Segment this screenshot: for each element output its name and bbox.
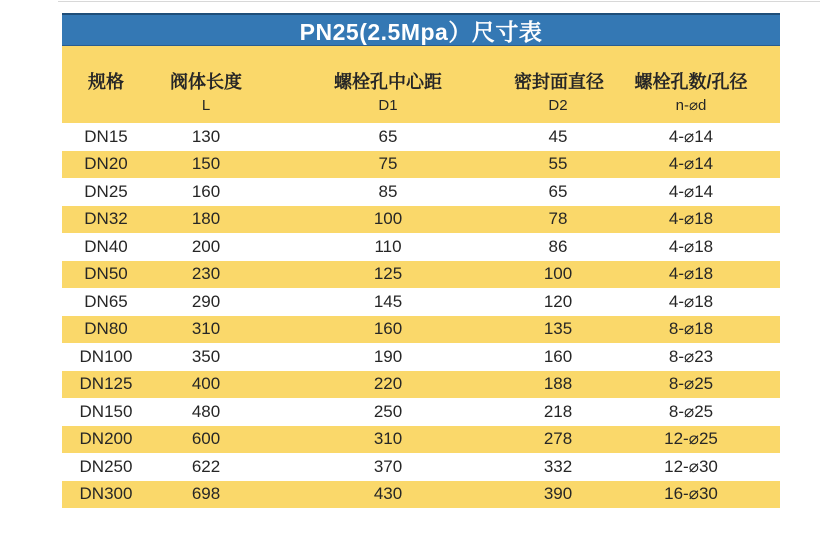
table-title: PN25(2.5Mpa）尺寸表 [299, 18, 543, 45]
column-header-label: 规格 [88, 72, 124, 92]
value-cell: 55 [548, 154, 568, 174]
value-cell: 400 [191, 374, 221, 394]
column-header-symbol: D1 [378, 97, 398, 114]
value-cell: 218 [543, 401, 573, 421]
spec-cell: DN125 [79, 374, 133, 394]
value-cell: 278 [543, 429, 573, 449]
value-cell: 16-⌀30 [664, 484, 718, 504]
value-cell: 4-⌀18 [668, 291, 714, 311]
value-cell: 78 [548, 209, 568, 229]
spec-cell: DN32 [84, 209, 128, 229]
table-row [62, 123, 780, 151]
column-header [602, 70, 780, 123]
table-title-bar [62, 13, 780, 46]
table-row [62, 371, 780, 399]
size-table [62, 13, 780, 508]
value-cell: 190 [373, 346, 403, 366]
value-cell: 600 [191, 429, 221, 449]
value-cell: 4-⌀14 [668, 126, 714, 146]
table-row [62, 453, 780, 481]
column-header [514, 70, 602, 123]
value-cell: 145 [373, 291, 403, 311]
value-cell: 370 [373, 456, 403, 476]
spec-cell: DN80 [84, 319, 128, 339]
spec-cell: DN25 [84, 181, 128, 201]
table-row [62, 206, 780, 234]
value-cell: 8-⌀25 [668, 401, 714, 421]
table-row [62, 481, 780, 509]
table-row [62, 316, 780, 344]
table-header-row [62, 46, 780, 123]
spec-cell: DN20 [84, 154, 128, 174]
spec-cell: DN65 [84, 291, 128, 311]
column-header-symbol: L [201, 97, 211, 114]
column-header [262, 70, 514, 123]
column-header-label: 螺栓孔数/孔径 [634, 72, 748, 92]
value-cell: 430 [373, 484, 403, 504]
value-cell: 310 [373, 429, 403, 449]
column-header-label: 阀体长度 [170, 72, 242, 92]
value-cell: 698 [191, 484, 221, 504]
value-cell: 8-⌀23 [668, 346, 714, 366]
table-row [62, 151, 780, 179]
value-cell: 622 [191, 456, 221, 476]
column-header-symbol: D2 [548, 97, 568, 114]
column-header [150, 70, 262, 123]
table-body [62, 123, 780, 508]
value-cell: 220 [373, 374, 403, 394]
spec-cell: DN150 [79, 401, 133, 421]
value-cell: 135 [543, 319, 573, 339]
spec-cell: DN200 [79, 429, 133, 449]
value-cell: 4-⌀18 [668, 236, 714, 256]
value-cell: 350 [191, 346, 221, 366]
spec-cell: DN300 [79, 484, 133, 504]
value-cell: 86 [548, 236, 568, 256]
value-cell: 332 [543, 456, 573, 476]
value-cell: 310 [191, 319, 221, 339]
value-cell: 250 [373, 401, 403, 421]
value-cell: 65 [548, 181, 568, 201]
value-cell: 100 [373, 209, 403, 229]
table-row [62, 233, 780, 261]
column-header-label: 螺栓孔中心距 [334, 72, 442, 92]
column-header [62, 70, 150, 123]
value-cell: 120 [543, 291, 573, 311]
value-cell: 180 [191, 209, 221, 229]
value-cell: 230 [191, 264, 221, 284]
column-header-label: 密封面直径 [514, 72, 604, 92]
spec-cell: DN50 [84, 264, 128, 284]
value-cell: 4-⌀18 [668, 209, 714, 229]
value-cell: 290 [191, 291, 221, 311]
value-cell: 390 [543, 484, 573, 504]
value-cell: 480 [191, 401, 221, 421]
value-cell: 150 [191, 154, 221, 174]
top-divider [58, 1, 820, 2]
value-cell: 85 [378, 181, 398, 201]
value-cell: 65 [378, 126, 398, 146]
table-row [62, 288, 780, 316]
value-cell: 160 [543, 346, 573, 366]
value-cell: 100 [543, 264, 573, 284]
spec-cell: DN40 [84, 236, 128, 256]
value-cell: 45 [548, 126, 568, 146]
value-cell: 160 [191, 181, 221, 201]
column-header-symbol: n-⌀d [675, 97, 707, 114]
value-cell: 110 [374, 236, 402, 256]
value-cell: 8-⌀18 [668, 319, 714, 339]
value-cell: 4-⌀14 [668, 181, 714, 201]
table-row [62, 261, 780, 289]
value-cell: 12-⌀30 [664, 456, 718, 476]
table-row [62, 343, 780, 371]
value-cell: 125 [373, 264, 403, 284]
table-row [62, 426, 780, 454]
table-row [62, 178, 780, 206]
value-cell: 188 [543, 374, 573, 394]
value-cell: 75 [378, 154, 398, 174]
table-row [62, 398, 780, 426]
value-cell: 130 [191, 126, 221, 146]
value-cell: 8-⌀25 [668, 374, 714, 394]
value-cell: 160 [373, 319, 403, 339]
value-cell: 4-⌀14 [668, 154, 714, 174]
spec-cell: DN250 [79, 456, 133, 476]
value-cell: 4-⌀18 [668, 264, 714, 284]
spec-cell: DN100 [79, 346, 133, 366]
value-cell: 200 [191, 236, 221, 256]
value-cell: 12-⌀25 [664, 429, 718, 449]
spec-cell: DN15 [84, 126, 128, 146]
